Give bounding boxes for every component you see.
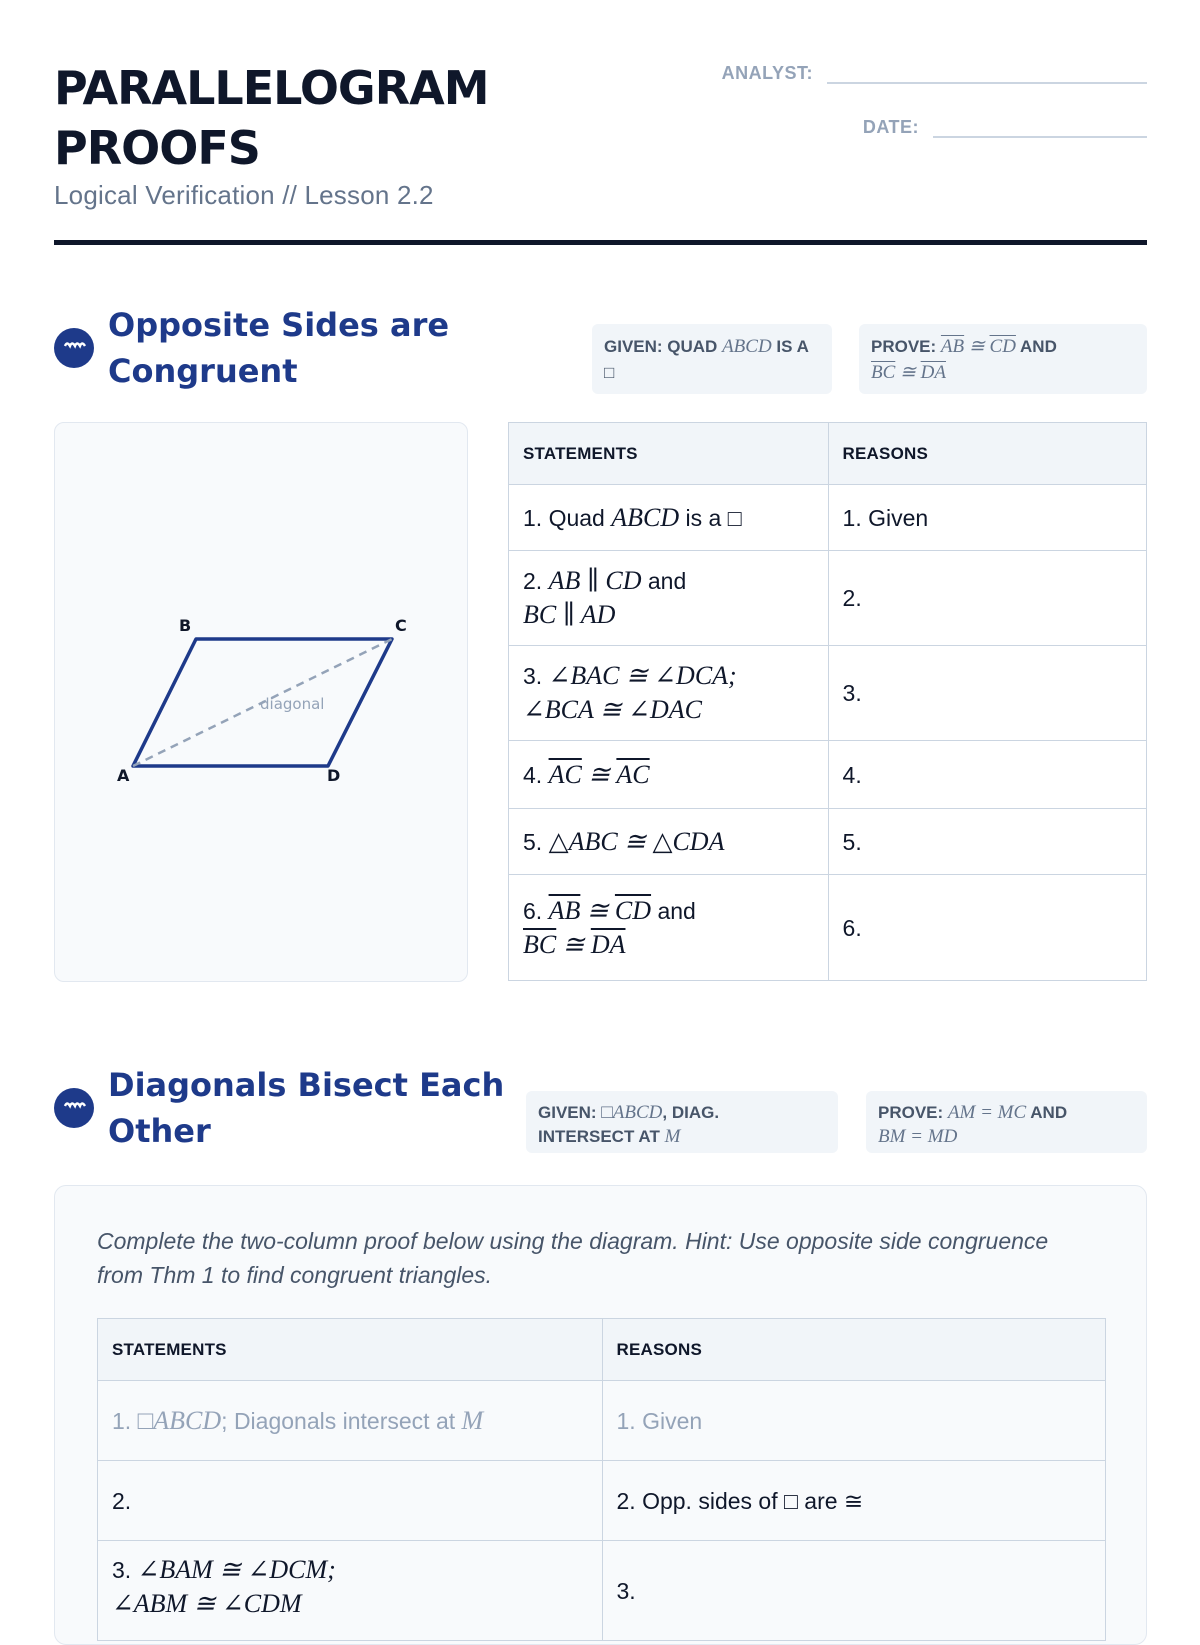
reason-cell[interactable]: 4.: [828, 741, 1146, 809]
reasons-header: REASONS: [602, 1319, 1105, 1381]
statements-header: STATEMENTS: [509, 423, 829, 485]
section2-title: Diagonals Bisect Each Other: [108, 1066, 505, 1150]
reason-cell: 1. Given: [602, 1381, 1105, 1461]
vertex-label-a: A: [117, 766, 130, 785]
vertex-label-b: B: [179, 616, 192, 635]
analyst-label: ANALYST:: [721, 63, 813, 83]
fist-icon: [54, 328, 94, 368]
statement-cell: 6. $\overline{AB}$ ≅ $\overline{CD}$ and $\overline{BC}$ ≅ $\overline{DA}$: [509, 875, 829, 981]
section2-proof-table: [97, 1318, 1106, 1641]
page-title: PARALLELOGRAM PROOFS: [54, 61, 489, 175]
analyst-row: [722, 58, 1147, 84]
vertex-label-d: D: [327, 766, 341, 785]
section2-proof-card: [54, 1185, 1147, 1645]
reason-cell[interactable]: 5.: [828, 809, 1146, 875]
statement-cell: 5. △ABC ≅ △CDA: [509, 809, 829, 875]
section1-prove-tag: PROVE: $\overline{AB}$ ≅ $\overline{CD}$ AND $\overline{BC}$ ≅ $\overline{DA}$: [859, 324, 1147, 394]
date-field[interactable]: [933, 112, 1147, 138]
statement-cell: 2. AB ∥ CD and BC ∥ AD: [509, 551, 829, 646]
fist-icon: [54, 1088, 94, 1128]
section1-proof-table: [508, 422, 1147, 981]
reason-cell[interactable]: 6.: [828, 875, 1146, 981]
statement-cell: 4. $\overline{AC}$ ≅ $\overline{AC}$: [509, 741, 829, 809]
table-row: [509, 485, 1147, 551]
header-divider: [54, 240, 1147, 245]
table-row: [509, 646, 1147, 741]
table-row: [509, 741, 1147, 809]
reasons-header: REASONS: [828, 423, 1146, 485]
section1-title: Opposite Sides are Congruent: [108, 306, 450, 390]
analyst-field[interactable]: [827, 58, 1147, 84]
reason-cell[interactable]: 3.: [828, 646, 1146, 741]
reason-cell[interactable]: 1. Given: [828, 485, 1146, 551]
reason-cell: 2. Opp. sides of □ are ≅: [602, 1461, 1105, 1541]
table-row: [509, 809, 1147, 875]
proof-instructions: Complete the two-column proof below using the diagram. Hint: Use opposite side congruence from Thm 1 to find congruent triangles.: [97, 1228, 1049, 1288]
table-row: [98, 1461, 1106, 1541]
statement-cell: 1. □ABCD; Diagonals intersect at M: [98, 1381, 603, 1461]
table-row: [98, 1541, 1106, 1641]
section2-prove-tag: PROVE: AM = MC AND BM = MD: [866, 1091, 1147, 1153]
statement-cell: 3. ∠BAC ≅ ∠DCA; ∠BCA ≅ ∠DAC: [509, 646, 829, 741]
section1-given-tag: GIVEN: QUAD ABCD IS A □: [592, 324, 832, 394]
date-label: DATE:: [862, 117, 919, 137]
diagonal-label: diagonal: [260, 695, 325, 713]
statement-cell: 1. Quad ABCD is a □: [509, 485, 829, 551]
statement-cell: 3. ∠BAM ≅ ∠DCM; ∠ABM ≅ ∠CDM: [98, 1541, 603, 1641]
table-row: [98, 1381, 1106, 1461]
parallelogram-diagram: [54, 422, 468, 982]
vertex-label-c: C: [395, 616, 407, 635]
reason-cell[interactable]: 3.: [602, 1541, 1105, 1641]
page-subtitle: Logical Verification // Lesson 2.2: [54, 180, 434, 210]
worksheet-header: [54, 58, 1147, 248]
statement-cell[interactable]: 2.: [98, 1461, 603, 1541]
statements-header: STATEMENTS: [98, 1319, 603, 1381]
table-row: [509, 875, 1147, 981]
table-row: [509, 551, 1147, 646]
section2-given-tag: GIVEN: □ABCD, DIAG. INTERSECT AT M: [526, 1091, 838, 1153]
reason-cell[interactable]: 2.: [828, 551, 1146, 646]
date-row: [863, 112, 1147, 138]
